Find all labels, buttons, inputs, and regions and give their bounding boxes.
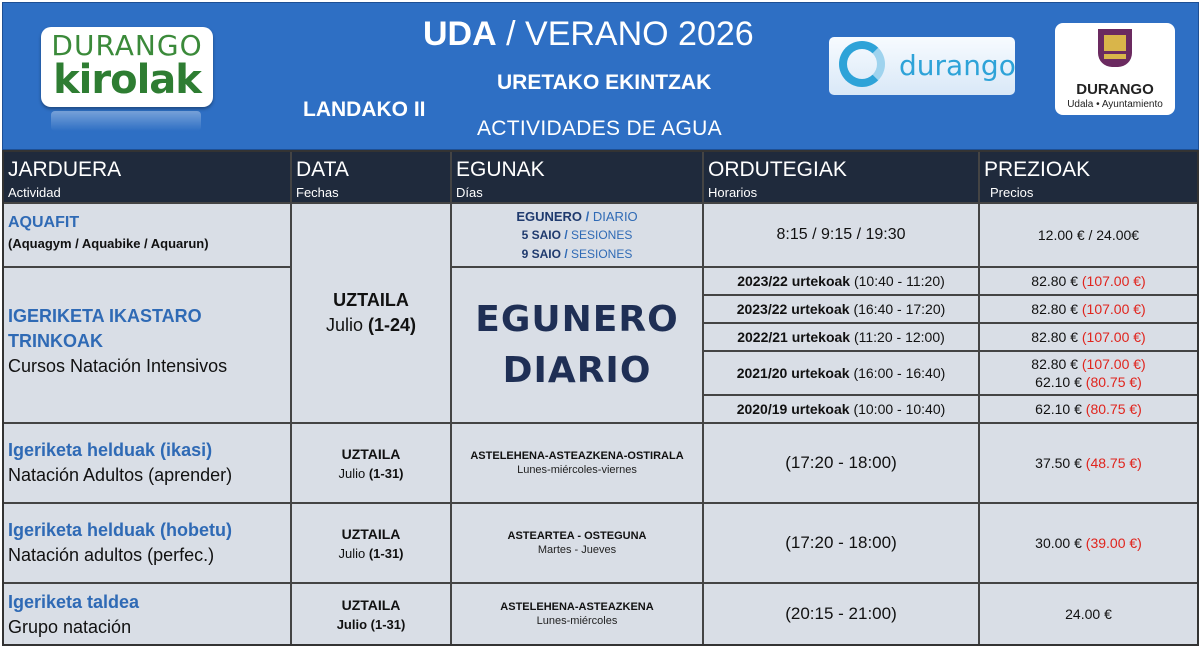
ayuntamiento-subname: Udala • Ayuntamiento (1067, 99, 1163, 110)
subtitle-basque: URETAKO EKINTZAK (497, 71, 712, 94)
intensive-name-line1: IGERIKETA IKASTARO (8, 306, 202, 326)
logo-kirolak-line2: kirolak (53, 57, 201, 103)
adults-learn-days: ASTELEHENA-ASTEAZKENA-OSTIRALA Lunes-miércoles-viernes (452, 424, 704, 504)
subtitle-spanish: ACTIVIDADES DE AGUA (477, 117, 722, 140)
column-header-schedule: ORDUTEGIAK Horarios (704, 152, 980, 204)
intensive-price-row: 82.80 € (107.00 €) (980, 268, 1197, 296)
intensive-description: Cursos Natación Intensivos (8, 356, 228, 376)
intensive-schedule-row: 2023/22 urtekoak (10:40 - 11:20) (704, 268, 980, 296)
activity-intensive-courses (4, 268, 292, 424)
column-header-days: EGUNAK Días (452, 152, 704, 204)
aquafit-days: EGUNERO / DIARIO 5 SAIO / SESIONES 9 SAIO / SESIONES (452, 204, 704, 268)
aquafit-price: 12.00 € / 24.00€ (980, 204, 1197, 268)
activity-adults-learn: Igeriketa helduak (ikasi) Natación Adultos (aprender) (4, 424, 292, 504)
group-days: ASTELEHENA-ASTEAZKENA Lunes-miércoles (452, 584, 704, 644)
ayuntamiento-logo (1055, 23, 1175, 115)
group-date: UZTAILA Julio (1-31) (292, 584, 452, 644)
durango-brand-logo (829, 37, 1015, 95)
activities-table (2, 150, 1199, 646)
header-banner (2, 2, 1199, 150)
adults-improve-price: 30.00 € (39.00 €) (980, 504, 1197, 584)
date-july-1-24: UZTAILA Julio (1-24) (292, 204, 452, 424)
intensive-schedule-row: 2020/19 urtekoak (10:00 - 10:40) (704, 396, 980, 424)
intensive-days: EGUNERO DIARIO (452, 268, 704, 424)
column-header-dates: DATA Fechas (292, 152, 452, 204)
coat-of-arms-icon (1098, 29, 1132, 67)
activity-aquafit (4, 204, 292, 268)
column-header-activity: JARDUERA Actividad (4, 152, 292, 204)
group-price: 24.00 € (980, 584, 1197, 644)
column-header-prices: PREZIOAK Precios (980, 152, 1197, 204)
intensive-price-row: 62.10 € (80.75 €) (980, 396, 1197, 424)
intensive-schedule-row: 2022/21 urtekoak (11:20 - 12:00) (704, 324, 980, 352)
durango-kirolak-logo (41, 27, 213, 107)
location-label: LANDAKO II (303, 98, 426, 121)
intensive-price-row: 82.80 € (107.00 €) 62.10 € (80.75 €) (980, 352, 1197, 396)
aquafit-time: 8:15 / 9:15 / 19:30 (704, 204, 980, 268)
adults-learn-date: UZTAILA Julio (1-31) (292, 424, 452, 504)
intensive-name-line2: TRINKOAK (8, 331, 103, 351)
logo-kirolak-line1: DURANGO (51, 29, 203, 62)
aquafit-description: (Aquagym / Aquabike / Aquarun) (8, 236, 209, 251)
adults-learn-time: (17:20 - 18:00) (704, 424, 980, 504)
group-time: (20:15 - 21:00) (704, 584, 980, 644)
intensive-price-row: 82.80 € (107.00 €) (980, 324, 1197, 352)
activity-adults-improve: Igeriketa helduak (hobetu) Natación adultos (perfec.) (4, 504, 292, 584)
adults-improve-days: ASTEARTEA - OSTEGUNA Martes - Jueves (452, 504, 704, 584)
intensive-schedule-row: 2021/20 urtekoak (16:00 - 16:40) (704, 352, 980, 396)
activity-group-swimming: Igeriketa taldea Grupo natación (4, 584, 292, 644)
page-title: UDA / VERANO 2026 (423, 15, 754, 53)
aquafit-name: AQUAFIT (8, 214, 80, 231)
adults-learn-price: 37.50 € (48.75 €) (980, 424, 1197, 504)
logo-reflection (51, 111, 201, 131)
durango-ring-icon (839, 41, 885, 87)
durango-brand-text: durango (899, 49, 1016, 82)
intensive-schedule-row: 2023/22 urtekoak (16:40 - 17:20) (704, 296, 980, 324)
intensive-price-row: 82.80 € (107.00 €) (980, 296, 1197, 324)
adults-improve-date: UZTAILA Julio (1-31) (292, 504, 452, 584)
ayuntamiento-name: DURANGO (1076, 81, 1154, 98)
adults-improve-time: (17:20 - 18:00) (704, 504, 980, 584)
